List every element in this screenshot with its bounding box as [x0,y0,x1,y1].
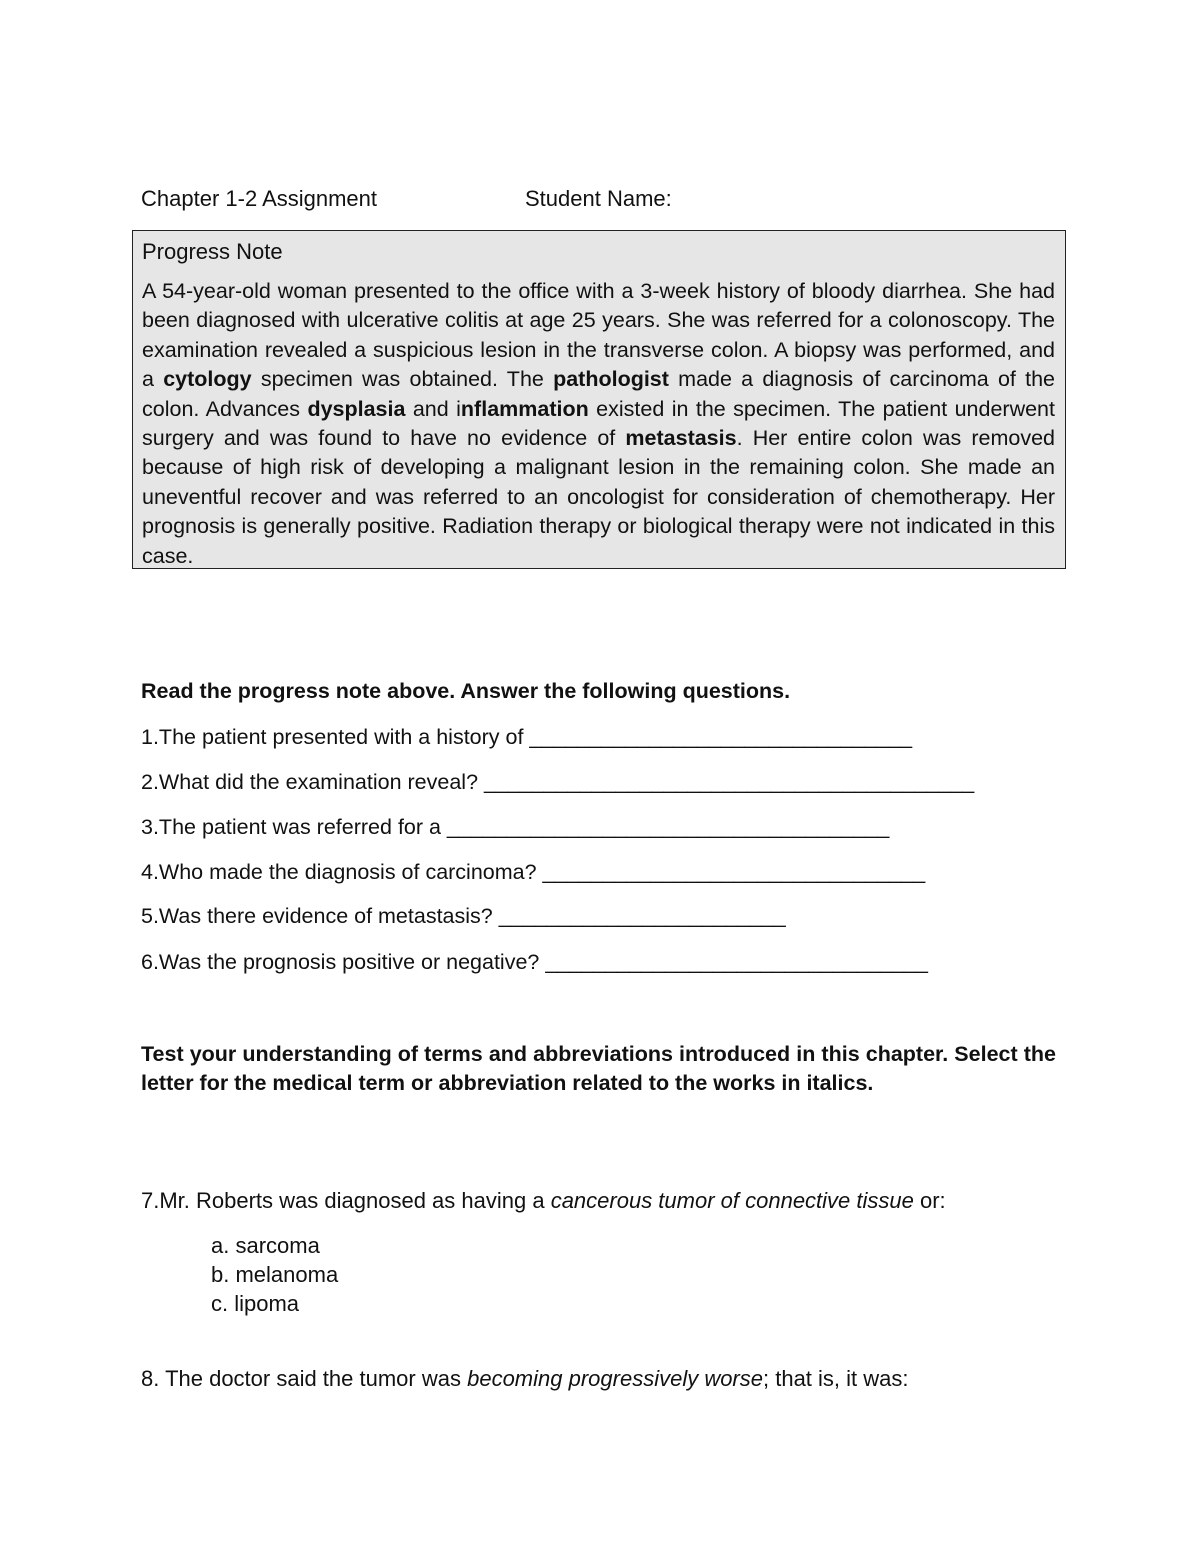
q7-suffix: or: [913,1188,946,1213]
term-dysplasia: dysplasia [307,396,406,421]
progress-note-heading: Progress Note [142,239,283,264]
q7-option-b: b. melanoma [211,1262,339,1287]
q8-prefix: 8. The doctor said the tumor was [141,1366,468,1391]
questions-instructions: Read the progress note above. Answer the following questions. [141,679,791,703]
terms-instructions: Test your understanding of terms and abbreviations introduced in this chapter. Select the letter for the medical term or abbreviation related to the works in italics. [141,1042,1056,1096]
note-text: A 54-year-old woman presented to the office with a 3-week history of bloody diarrhea. She had been diagnosed with ulcerative colitis at age 25 years. She was referred for a colonoscopy. The examination revealed a suspicious lesion in the transverse colon. A biopsy was performed, and a [142,279,1055,392]
note-text: specimen was obtained. The [251,367,554,392]
term-cytology: cytology [163,367,252,392]
q7-option-a: a. sarcoma [211,1233,320,1258]
note-text: made a diagnosis of carcinoma of the colon. Advances [142,367,1055,421]
question-2: 2.What did the examination reveal? _________________________________________ [141,770,975,794]
question-3: 3.The patient was referred for a _____________________________________ [141,815,890,839]
student-name-label: Student Name: [525,186,672,211]
term-inflammation: nflammation [460,396,589,421]
q8-suffix: ; that is, it was: [763,1366,909,1391]
note-text: and i [405,396,461,421]
q7-option-c: c. lipoma [211,1291,300,1316]
question-4: 4.Who made the diagnosis of carcinoma? ________________________________ [141,860,926,884]
progress-note-body [142,277,1055,571]
question-1: 1.The patient presented with a history of ________________________________ [141,725,913,749]
q8-italic-phrase: becoming progressively worse [467,1366,763,1391]
note-text: existed in the specimen. The patient underwent surgery and was found to have no evidence of [142,396,1055,451]
question-5: 5.Was there evidence of metastasis? ________________________ [141,904,786,928]
term-pathologist: pathologist [553,367,669,392]
question-6: 6.Was the prognosis positive or negative? ________________________________ [141,950,928,974]
term-metastasis: metastasis [625,426,737,451]
q7-prefix: 7.Mr. Roberts was diagnosed as having a [141,1188,551,1213]
progress-note-box [132,230,1066,569]
question-8 [141,1366,909,1392]
assignment-title: Chapter 1-2 Assignment [141,186,378,211]
question-7 [141,1188,946,1214]
q7-italic-phrase: cancerous tumor of connective tissue [550,1188,914,1213]
note-text: . Her entire colon was removed because of high risk of developing a malignant lesion in the remaining colon. She made an uneventful recover and was referred to an oncologist for consideration of chemotherapy. Her prognosis is generally positive. Radiation therapy or biological therapy were not indicated in this case. [142,426,1056,568]
